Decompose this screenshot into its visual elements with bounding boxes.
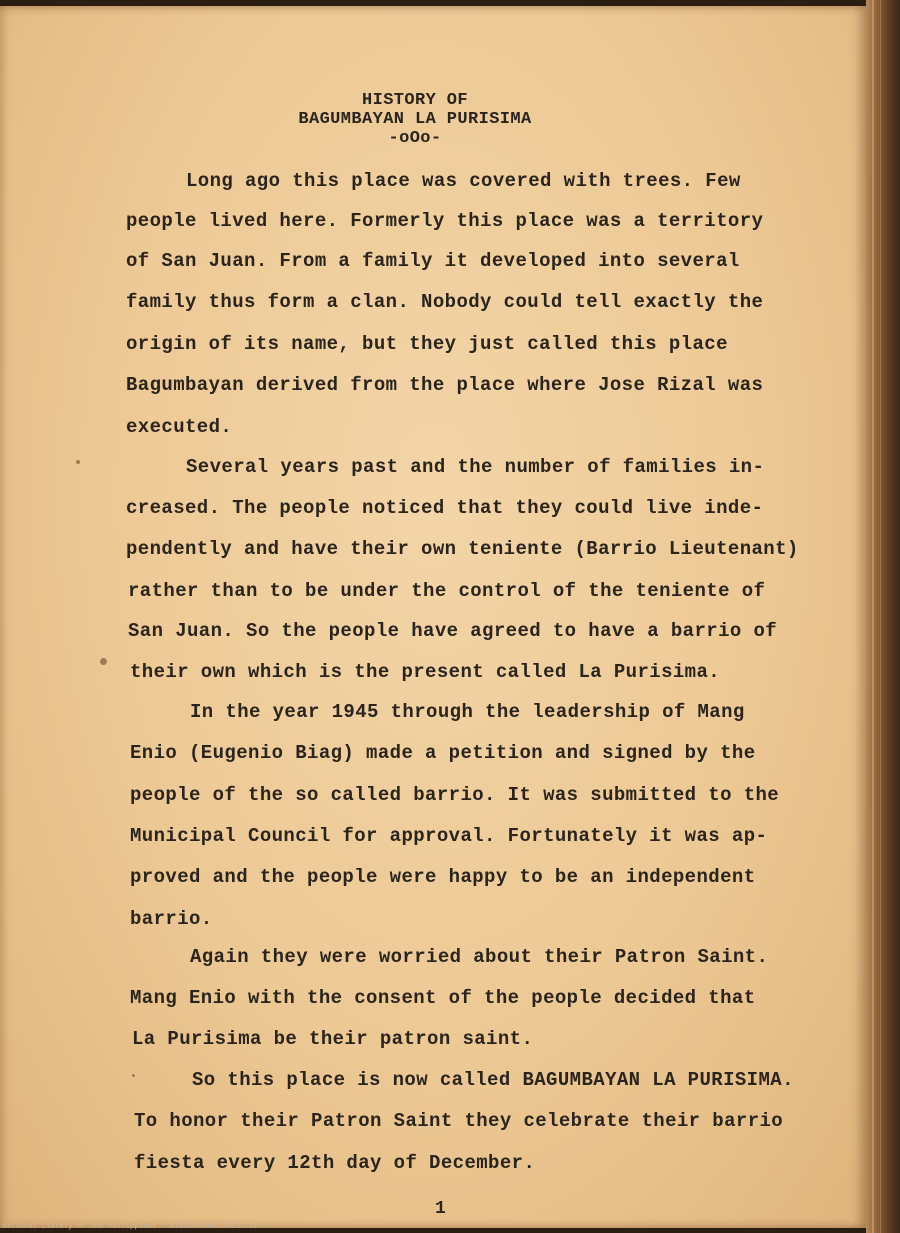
text-line: So this place is now called BAGUMBAYAN LA PURISIMA. <box>192 1069 794 1091</box>
text-line: Again they were worried about their Patron Saint. <box>190 946 769 968</box>
text-line: Bagumbayan derived from the place where Jose Rizal was <box>126 374 764 396</box>
paper-speck <box>76 460 80 464</box>
text-line: barrio. <box>130 908 213 930</box>
text-line: people lived here. Formerly this place was a territory <box>126 210 764 232</box>
book-page-edge <box>866 0 900 1233</box>
text-line: Several years past and the number of families in- <box>186 456 765 478</box>
text-line: origin of its name, but they just called this place <box>126 333 728 355</box>
title-ornament: -oOo- <box>388 129 442 148</box>
text-line: their own which is the present called La Purisima. <box>130 661 721 683</box>
paper-page <box>0 6 866 1228</box>
text-line: Mang Enio with the consent of the people decided that <box>130 987 756 1009</box>
text-line: fiesta every 12th day of December. <box>134 1152 536 1174</box>
text-line: Enio (Eugenio Biag) made a petition and signed by the <box>130 742 756 764</box>
text-line: Long ago this place was covered with trees. Few <box>186 170 741 192</box>
text-line: family thus form a clan. Nobody could tell exactly the <box>126 291 764 313</box>
text-line: creased. The people noticed that they could live inde- <box>126 497 764 519</box>
text-line: executed. <box>126 416 233 438</box>
text-line: proved and the people were happy to be an independent <box>130 866 756 888</box>
text-line: Municipal Council for approval. Fortunately it was ap- <box>130 825 768 847</box>
text-line: pendently and have their own teniente (Barrio Lieutenant) <box>126 538 799 560</box>
text-line: La Purisima be their patron saint. <box>132 1028 534 1050</box>
text-line: people of the so called barrio. It was submitted to the <box>130 784 780 806</box>
text-line: To honor their Patron Saint they celebrate their barrio <box>134 1110 784 1132</box>
title-line-2: BAGUMBAYAN LA PURISIMA <box>298 110 532 129</box>
paper-speck <box>132 1074 135 1077</box>
page-number: 1 <box>435 1199 447 1219</box>
text-line: San Juan. So the people have agreed to have a barrio of <box>128 620 778 642</box>
paper-speck <box>100 658 107 665</box>
archive-watermark: National Library of the Philippines · HIS0000000ACS0237.tif <box>2 1222 263 1230</box>
title-line-1: HISTORY OF <box>361 91 469 110</box>
text-line: In the year 1945 through the leadership of Mang <box>190 701 745 723</box>
text-line: of San Juan. From a family it developed into several <box>126 250 740 272</box>
text-line: rather than to be under the control of the teniente of <box>128 580 766 602</box>
